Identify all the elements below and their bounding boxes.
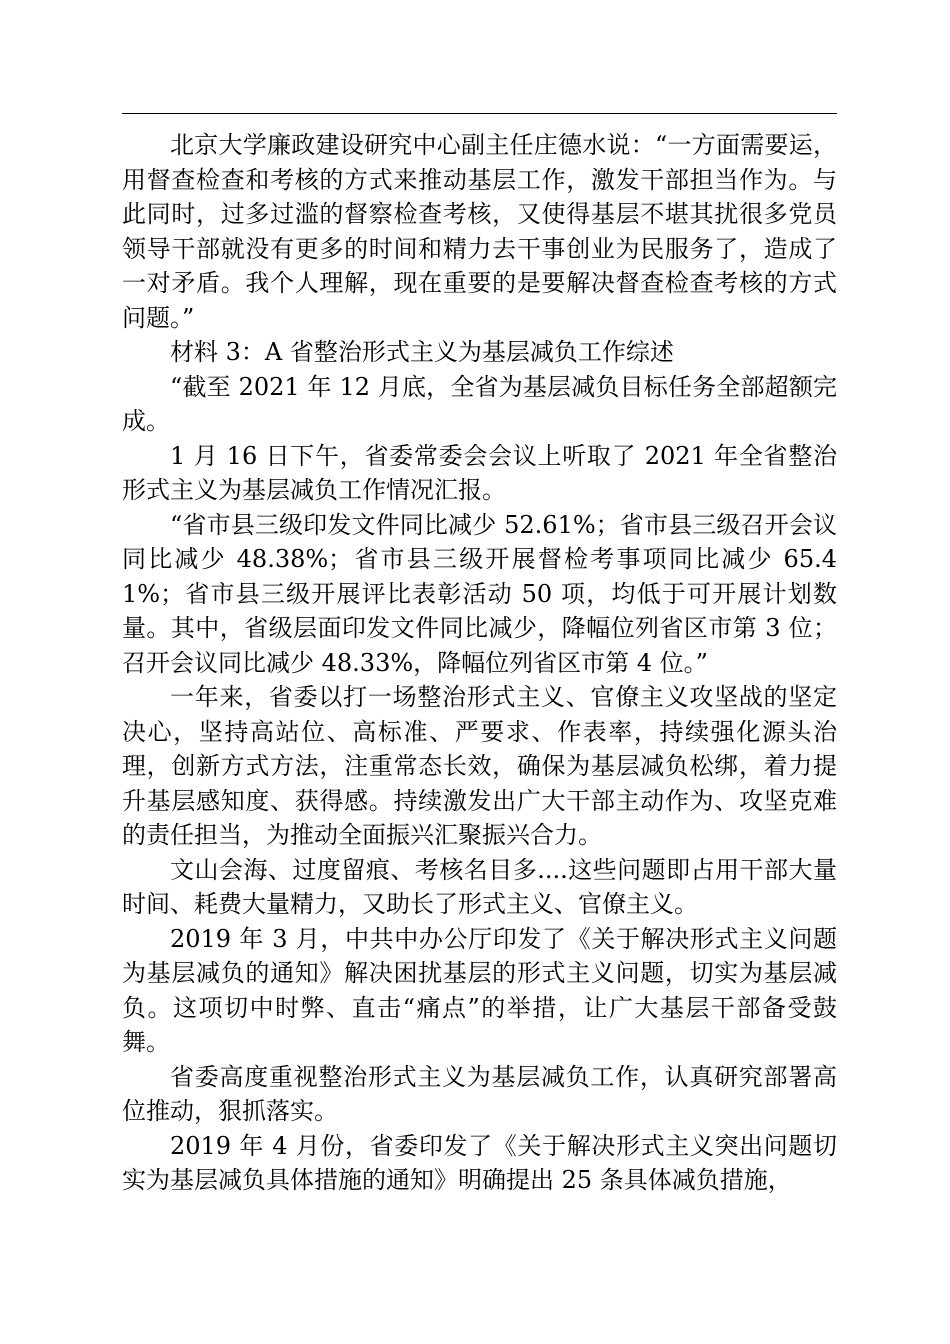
paragraph-march-2019-notice: 2019 年 3 月，中共中办公厅印发了《关于解决形式主义问题为基层减负的通知》解决困扰基层的形式主义问题，切实为基层减负。这项切中时弊、直击“痛点”的举措，让广大基层干部备受鼓舞。: [122, 924, 837, 1056]
paragraph-target-completion: “截至 2021 年 12 月底，全省为基层减负目标任务全部超额完成。: [122, 372, 837, 435]
paragraph-statistics: “省市县三级印发文件同比减少 52.61%；省市县三级召开会议同比减少 48.38%；省市县三级开展督检考事项同比减少 65.41%；省市县三级开展评比表彰活动 50 项，均低于可开展计划数量。其中，省级层面印发文件同比减少，降幅位列省区市第 3 位；召开会议同比减少 48.33%，降幅位列省区市第 4 位。”: [122, 510, 837, 677]
header-rule: [122, 113, 837, 114]
paragraph-standing-committee: 1 月 16 日下午，省委常委会会议上听取了 2021 年全省整治形式主义为基层减负工作情况汇报。: [122, 441, 837, 504]
document-body: [122, 128, 837, 1198]
paragraph-provincial-emphasis: 省委高度重视整治形式主义为基层减负工作，认真研究部署高位推动，狠抓落实。: [122, 1062, 837, 1125]
paragraph-problems: 文山会海、过度留痕、考核名目多....这些问题即占用干部大量时间、耗费大量精力，又助长了形式主义、官僚主义。: [122, 855, 837, 918]
paragraph-year-review: 一年来，省委以打一场整治形式主义、官僚主义攻坚战的坚定决心，坚持高站位、高标准、严要求、作表率，持续强化源头治理，创新方式方法，注重常态长效，确保为基层减负松绑，着力提升基层感知度、获得感。持续激发出广大干部主动作为、攻坚克难的责任担当，为推动全面振兴汇聚振兴合力。: [122, 683, 837, 849]
paragraph-april-2019-notice: 2019 年 4 月份，省委印发了《关于解决形式主义突出问题切实为基层减负具体措施的通知》明确提出 25 条具体减负措施，: [122, 1131, 837, 1194]
paragraph-quote-zhuang-deshui: 北京大学廉政建设研究中心副主任庄德水说：“一方面需要运，用督查检查和考核的方式来推动基层工作，激发干部担当作为。与此同时，过多过滥的督察检查考核，又使得基层不堪其扰很多党员领导干部就没有更多的时间和精力去干事创业为民服务了，造成了一对矛盾。我个人理解，现在重要的是要解决督查检查考核的方式问题。”: [122, 131, 837, 332]
paragraph-material-3-title: 材料 3：A 省整治形式主义为基层减负工作综述: [170, 338, 674, 366]
